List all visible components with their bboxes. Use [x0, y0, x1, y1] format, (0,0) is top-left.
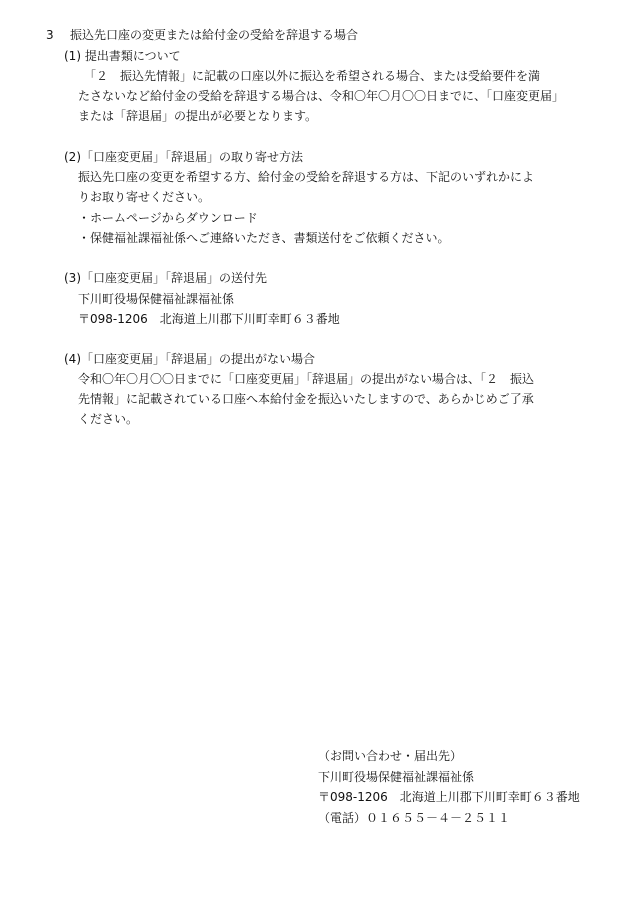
section-number: 3 [46, 28, 54, 42]
contact-heading: （お問い合わせ・届出先） [318, 749, 463, 763]
sub1-line-1: 「２ 振込先情報」に記載の口座以外に振込を希望される場合、または受給要件を満 [84, 69, 541, 83]
contact-office: 下川町役場保健福祉課福祉係 [318, 770, 475, 784]
sub3-heading: (3)「口座変更届」「辞退届」の送付先 [64, 271, 267, 285]
sub2-bullet-2: ・保健福祉課福祉係へご連絡いただき、書類送付をご依頼ください。 [78, 231, 450, 245]
sub2-bullet-1: ・ホームページからダウンロード [78, 211, 258, 225]
sub4-line-1: 令和〇年〇月〇〇日までに「口座変更届」「辞退届」の提出がない場合は、「２ 振込 [78, 372, 535, 386]
sub3-line-2: 〒098-1206 北海道上川郡下川町幸町６３番地 [78, 312, 340, 326]
sub2-heading: (2)「口座変更届」「辞退届」の取り寄せ方法 [64, 150, 303, 164]
sub3-line-1: 下川町役場保健福祉課福祉係 [78, 292, 235, 306]
sub1-heading: (1) 提出書類について [64, 49, 181, 63]
sub2-line-1: 振込先口座の変更を希望する方、給付金の受給を辞退する方は、下記のいずれかによ [78, 170, 535, 184]
section-title: 振込先口座の変更または給付金の受給を辞退する場合 [70, 28, 359, 42]
sub2-line-2: りお取り寄せください。 [78, 190, 211, 204]
sub1-line-2: たさないなど給付金の受給を辞退する場合は、令和〇年〇月〇〇日までに、「口座変更届」 [78, 89, 565, 103]
sub4-line-3: ください。 [78, 412, 139, 426]
sub1-line-3: または「辞退届」の提出が必要となります。 [78, 109, 318, 123]
contact-address: 〒098-1206 北海道上川郡下川町幸町６３番地 [318, 790, 580, 804]
sub4-heading: (4)「口座変更届」「辞退届」の提出がない場合 [64, 352, 315, 366]
sub4-line-2: 先情報」に記載されている口座へ本給付金を振込いたしますので、あらかじめご了承 [78, 392, 534, 406]
contact-phone: （電話）０１６５５－４－２５１１ [318, 811, 511, 825]
